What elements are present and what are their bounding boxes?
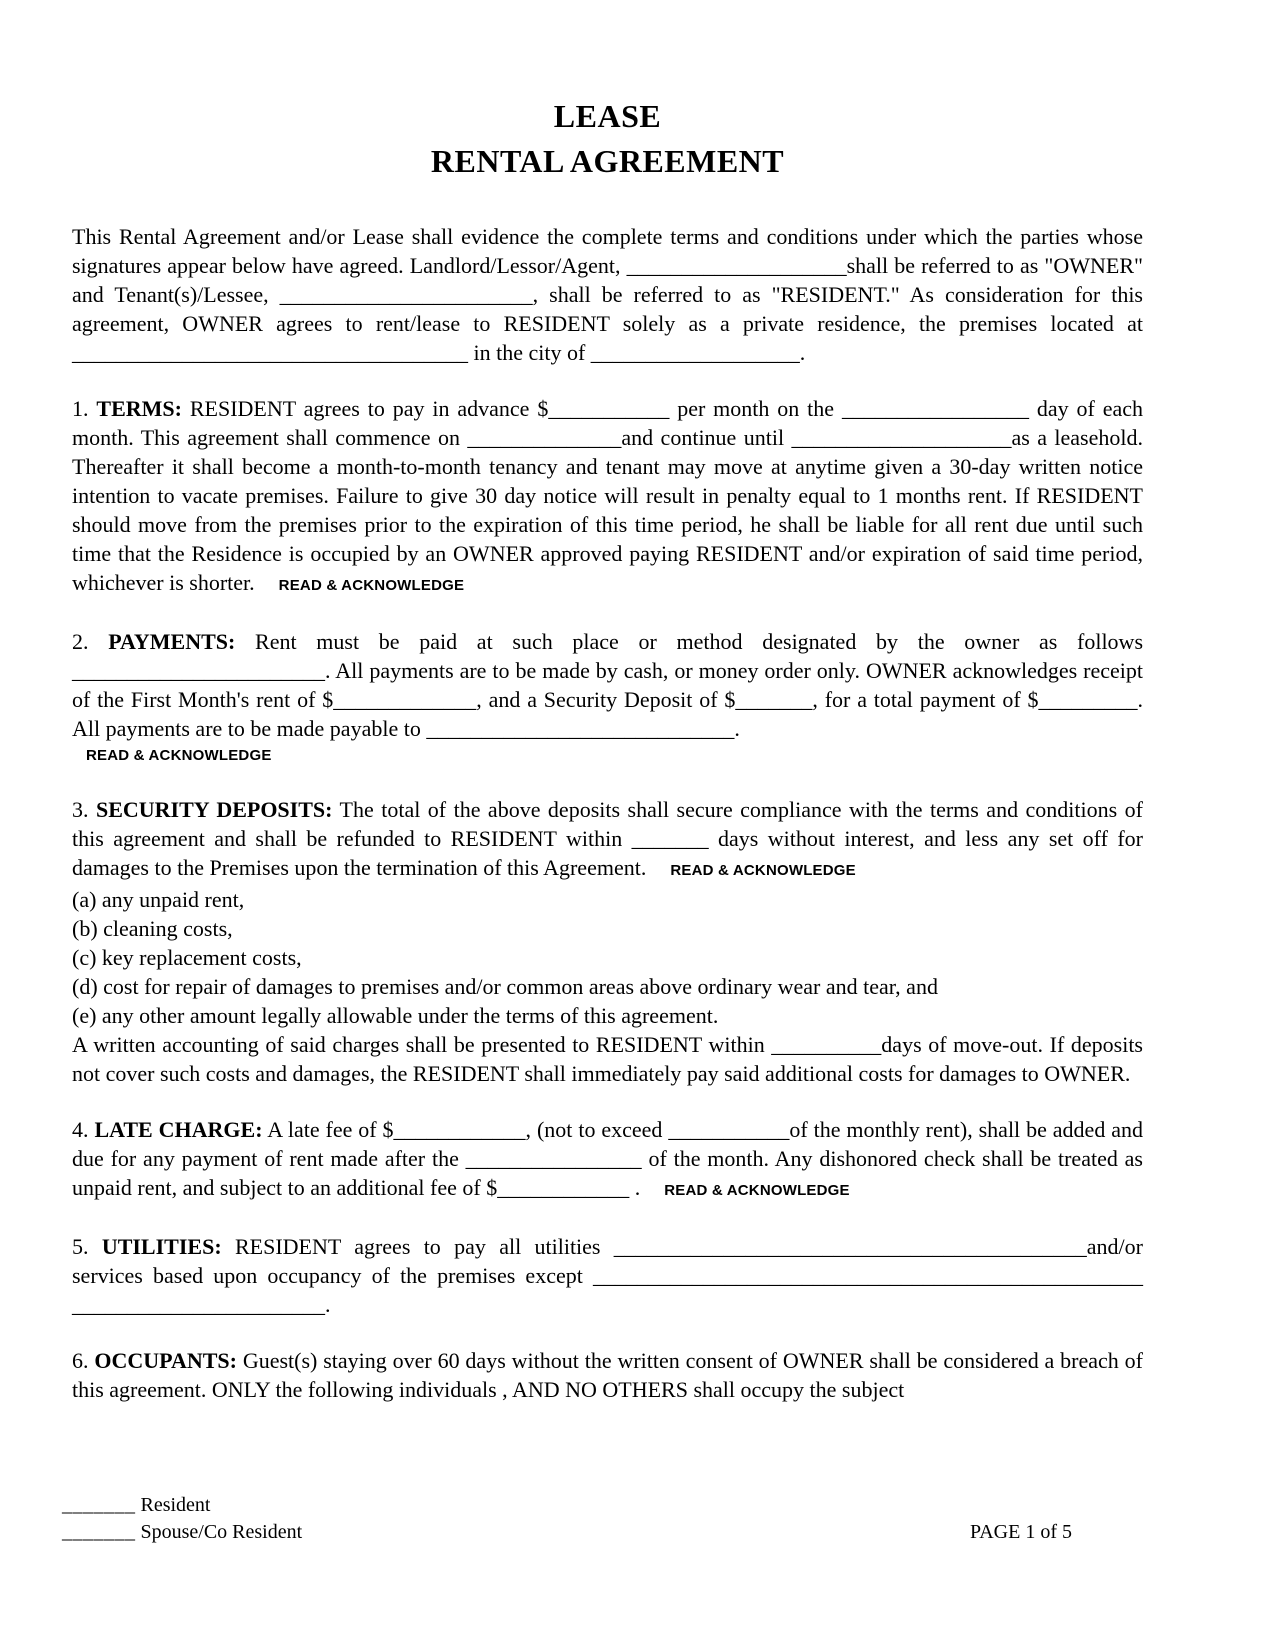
occupants-number: 6. xyxy=(72,1348,89,1373)
read-acknowledge-label: READ & ACKNOWLEDGE xyxy=(670,862,856,879)
title-line-2: RENTAL AGREEMENT xyxy=(430,143,785,179)
intro-text: This Rental Agreement and/or Lease shall evidence the complete terms and conditions under which the parties whose signatures appear below have agreed. Landlord/Lessor/Agent, ____________________shall be referred to as "OWNER" and Tenant(s)/Lessee, _______________________, shall be referred to as "RESIDENT." As consideration for this agreement, OWNER agrees to rent/lease to RESIDENT solely as a private residence, the premises located at ____________________________________ in the city of ___________________. xyxy=(72,224,1143,365)
utilities-body: RESIDENT agrees to pay all utilities ___________________________________________and/or services based upon occupancy of the premises except __________________________________________________ _______________________. xyxy=(72,1234,1143,1317)
security-number: 3. xyxy=(72,797,89,822)
security-item-e: (e) any other amount legally allowable under the terms of this agreement. xyxy=(72,1003,719,1028)
late-charge-heading: LATE CHARGE: xyxy=(94,1117,263,1142)
security-post-text: A written accounting of said charges shall be presented to RESIDENT within __________days of move-out. If deposits not cover such costs and damages, the RESIDENT shall immediately pay said additional costs for damages to OWNER. xyxy=(72,1032,1143,1086)
payments-body: Rent must be paid at such place or method designated by the owner as follows _______________________. All payments are to be made by cash, or money order only. OWNER acknowledges receipt of the First Month's rent of $_____________, and a Security Deposit of $_______, for a total payment of $_________. All payments are to be made payable to ____________________________. xyxy=(72,629,1143,741)
intro-paragraph xyxy=(72,222,1143,367)
section-utilities xyxy=(72,1232,1143,1319)
resident-signature-label: Resident xyxy=(140,1494,211,1516)
terms-body: RESIDENT agrees to pay in advance $___________ per month on the _________________ day of each month. This agreement shall commence on ______________and continue until ____________________as a leasehold. Thereafter it shall become a month-to-month tenancy and tenant may move at anytime given a 30-day written notice intention to vacate premises. Failure to give 30 day notice will result in penalty equal to 1 months rent. If RESIDENT should move from the premises prior to the expiration of this time period, he shall be liable for all rent due until such time that the Residence is occupied by an OWNER approved paying RESIDENT and/or expiration of said time period, whichever is shorter. xyxy=(72,396,1143,595)
spouse-signature-label: Spouse/Co Resident xyxy=(140,1521,303,1543)
security-body: The total of the above deposits shall secure compliance with the terms and conditions of this agreement and shall be refunded to RESIDENT within _______ days without interest, and less any set off for damages to the Premises upon the termination of this Agreement. xyxy=(72,797,1143,880)
occupants-body: Guest(s) staying over 60 days without the written consent of OWNER shall be considered a breach of this agreement. ONLY the following individuals , AND NO OTHERS shall occupy the subject xyxy=(72,1348,1143,1402)
terms-paragraph xyxy=(72,394,1143,600)
title-line-1: LEASE xyxy=(553,98,662,134)
utilities-heading: UTILITIES: xyxy=(101,1234,222,1259)
section-security-deposits xyxy=(72,795,1143,1088)
spouse-signature-blank: _______ xyxy=(62,1521,136,1543)
section-terms xyxy=(72,394,1143,600)
payments-paragraph xyxy=(72,627,1143,743)
section-occupants xyxy=(72,1346,1143,1404)
section-payments xyxy=(72,627,1143,768)
security-paragraph xyxy=(72,795,1143,885)
section-late-charge xyxy=(72,1115,1143,1205)
page-number: PAGE 1 of 5 xyxy=(969,1521,1072,1543)
payments-heading: PAYMENTS: xyxy=(108,629,236,654)
late-charge-number: 4. xyxy=(72,1117,89,1142)
document-title xyxy=(72,94,1143,184)
security-item-b: (b) cleaning costs, xyxy=(72,916,233,941)
security-item-a: (a) any unpaid rent, xyxy=(72,887,245,912)
intro-section xyxy=(72,222,1143,367)
read-acknowledge-label: READ & ACKNOWLEDGE xyxy=(278,577,465,594)
utilities-number: 5. xyxy=(72,1234,89,1259)
signature-lines xyxy=(62,1492,302,1546)
payments-number: 2. xyxy=(72,629,89,654)
resident-signature-blank: _______ xyxy=(62,1494,136,1516)
utilities-paragraph xyxy=(72,1232,1143,1319)
security-item-d: (d) cost for repair of damages to premises and/or common areas above ordinary wear and tear, and xyxy=(72,974,938,999)
late-charge-body: A late fee of $____________, (not to exceed ___________of the monthly rent), shall be added and due for any payment of rent made after the ________________ of the month. Any dishonored check shall be treated as unpaid rent, and subject to an additional fee of $____________ . xyxy=(72,1117,1144,1200)
page-footer xyxy=(62,1492,1143,1546)
read-acknowledge-label: READ & ACKNOWLEDGE xyxy=(86,747,272,764)
security-heading: SECURITY DEPOSITS: xyxy=(95,797,333,822)
late-charge-paragraph xyxy=(72,1115,1143,1205)
occupants-paragraph xyxy=(72,1346,1143,1404)
security-item-c: (c) key replacement costs, xyxy=(72,945,302,970)
spouse-signature-line xyxy=(62,1519,302,1546)
security-post-paragraph xyxy=(72,1030,1143,1088)
terms-number: 1. xyxy=(72,396,89,421)
resident-signature-line xyxy=(62,1492,302,1519)
occupants-heading: OCCUPANTS: xyxy=(94,1348,237,1373)
terms-heading: TERMS: xyxy=(96,396,182,421)
read-acknowledge-label: READ & ACKNOWLEDGE xyxy=(664,1182,850,1199)
